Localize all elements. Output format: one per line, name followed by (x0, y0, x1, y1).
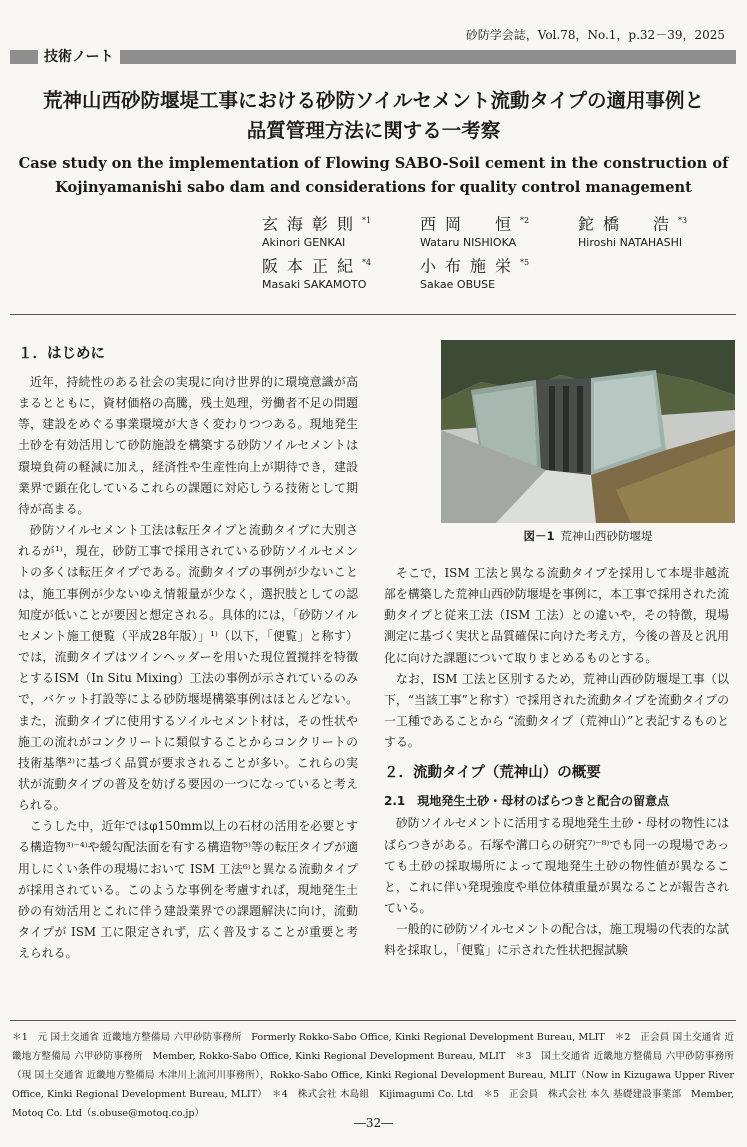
paragraph: 一般的に砂防ソイルセメントの配合は，施工現場の代表的な試料を採取し，「便覧」に示された性状把握試験 (384, 922, 729, 958)
title-english (10, 152, 737, 200)
footnote-divider (10, 1020, 736, 1021)
author-mark: *1 (362, 216, 372, 225)
title-ja-line-1: 荒神山西砂防堰堤工事における砂防ソイルセメント流動タイプの適用事例と (42, 89, 705, 112)
left-column (18, 338, 358, 964)
author-5 (420, 252, 529, 293)
paragraph: なお，ISM 工法と区別するため，荒神山西砂防堰堤工事（以下，“当該工事”と称す）で採用された流動タイプを流動タイプの一工種であることから “流動タイプ（荒神山）”と表記するものとする。 (384, 671, 729, 750)
figure-caption (441, 528, 735, 544)
page-number: ―32― (353, 1116, 394, 1130)
title-en-line-1: Case study on the implementation of Flowing SABO-Soil cement in the construction of (18, 155, 729, 172)
title-japanese (10, 86, 737, 146)
author-mark: *2 (520, 216, 530, 225)
author-mark: *5 (520, 258, 530, 267)
category-label: 技術ノート (38, 48, 120, 66)
author-name-ja: 鉈橋 浩 (578, 214, 679, 234)
author-name-ja: 西岡 恒 (420, 214, 521, 234)
paragraph: こうした中，近年ではφ150mm以上の石材の活用を必要とする構造物³⁾⁻⁴⁾や緩勾配法面を有する構造物⁵⁾等の転圧タイプが適用しにくい条件の現場において ISM 工法⁶⁾と異なる流動タイプが採用されている。このような事例を考慮すれば，現地発生土砂の有効活用とこれに伴う建設業界での課題解決に向け，流動タイプが ISM 工に限定されず，広く普及することが重要と考えられる。 (18, 819, 358, 961)
author-name-ja: 小布施栄 (420, 256, 521, 276)
paragraph: そこで，ISM 工法と異なる流動タイプを採用して本堤非越流部を構築した荒神山西砂防堰堤を事例に，本工事で採用された流動タイプと従来工法（ISM 工法）との違いや，その特徴，現場測定に基づく実状と品質確保に向けた考え方，今後の普及と汎用化に向けた課題について取りまとめるものとする。 (384, 566, 729, 665)
author-name-roman: Akinori GENKAI (262, 236, 346, 250)
section-2-1-heading: 2.1 現地発生土砂・母材のばらつきと配合の留意点 (384, 794, 670, 809)
paragraph: 砂防ソイルセメントに活用する現地発生土砂・母材の物性にはばらつきがある。石塚や溝口らの研究⁷⁾⁻⁸⁾でも同一の現場であっても土砂の採取場所によって現地発生土砂の物性値が異なること，これに伴い発現強度や単位体積重量が異なることが報告されている。 (384, 816, 729, 916)
author-4 (262, 252, 371, 293)
author-affiliations-footnote: ＊1 元 国土交通省 近畿地方整備局 六甲砂防事務所 Formerly Rokko-Sabo Office, Kinki Regional Development Bureau, MLIT ＊2 正会員 国土交通省 近畿地方整備局 六甲砂防事務所 Member, Rokko-Sabo Office, Kinki Regional Development Bureau, MLIT ＊3 国土交通省 近畿地方整備局 六甲砂防事務所（現 国土交通省 近畿地方整備局 木津川上流河川事務所），Rokko-Sabo Office, Kinki Regional Development Bureau, MLIT（Now in Kizugawa Upper River Office, Kinki Regional Development Bureau, MLIT） ＊4 株式会社 木島組 Kijimagumi Co. Ltd ＊5 正会員 株式会社 本久 基礎建設事業部 Member, Motoq Co. Ltd（s.obuse@motoq.co.jp） (12, 1032, 734, 1119)
section-1-heading: １．はじめに (18, 346, 105, 362)
right-column (384, 563, 729, 962)
author-3 (578, 210, 687, 251)
author-mark: *3 (678, 216, 688, 225)
author-mark: *4 (362, 258, 372, 267)
dam-photo (441, 340, 735, 523)
figure-label: 図－1 (523, 529, 555, 543)
journal-citation: 砂防学会誌，Vol.78，No.1，p.32－39，2025 (465, 28, 725, 42)
title-en-line-2: Kojinyamanishi sabo dam and considerations for quality control management (55, 179, 692, 196)
author-name-ja: 玄海彰則 (262, 214, 363, 234)
header-divider (10, 314, 736, 315)
figure-caption-text: 荒神山西砂防堰堤 (560, 529, 653, 543)
author-name-roman: Sakae OBUSE (420, 278, 496, 292)
section-2-heading: ２．流動タイプ（荒神山）の概要 (384, 765, 601, 782)
author-name-roman: Wataru NISHIOKA (420, 236, 517, 250)
paragraph: 砂防ソイルセメント工法は転圧タイプと流動タイプに大別されるが¹⁾，現在，砂防工事で採用されている砂防ソイルセメントの多くは転圧タイプである。流動タイプの事例が少ないことは，施工事例が少ないゆえ情報量が少なく，選択肢としての認知度が低いことが要因と想定される。具体的には，「砂防ソイルセメント施工便覧（平成28年版）」¹⁾（以下，「便覧」と称す）では，流動タイプはツインヘッダーを用いた現位置撹拌を特徴とするISM（In Situ Mixing）工法の事例が示されているのみで，バケット打設等による砂防堰堤構築事例はほとんどない。また，流動タイプに使用するソイルセメント材は，その性状や施工の流れがコンクリートに類似することからコンクリートの技術基準²⁾に基づく品質が要求されることが多い。これらの実状が流動タイプの普及を妨げる要因の一つになっていると考えられる。 (18, 523, 358, 813)
author-name-roman: Hiroshi NATAHASHI (578, 236, 683, 250)
author-name-ja: 阪本正紀 (262, 256, 363, 276)
paragraph: 近年，持続性のある社会の実現に向け世界的に環境意識が高まるとともに，資材価格の高騰，残土処理，労働者不足の問題等，建設をめぐる事業環境が大きく変わりつつある。現地発生土砂を有効活用して砂防施設を構築する砂防ソイルセメントは環境負荷の軽減に加え，経済性や生産性向上が期待でき，建設業界で顕在化しているこれらの課題に対応しうる技術として期待が高まる。 (18, 375, 358, 516)
author-2 (420, 210, 529, 251)
author-name-roman: Masaki SAKAMOTO (262, 278, 367, 292)
author-1 (262, 210, 371, 251)
title-ja-line-2: 品質管理方法に関する一考察 (246, 119, 501, 142)
